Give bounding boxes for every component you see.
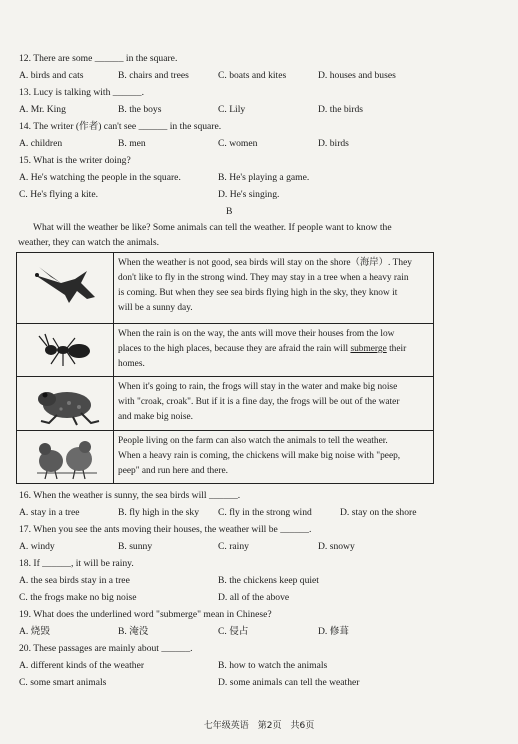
question-12: 12. There are some ______ in the square. xyxy=(19,53,178,64)
q13-option-d: D. the birds xyxy=(318,104,364,115)
q19-option-c: C. 侵占 xyxy=(218,626,249,637)
question-18: 18. If ______, it will be rainy. xyxy=(19,558,134,569)
question-14: 14. The writer (作者) can't see ______ in the square. xyxy=(19,121,222,132)
row1-line: When the weather is not good, sea birds will stay on the shore（海岸）. They xyxy=(118,258,412,268)
row3-line: with "croak, croak". But if it is a fine day, the frogs will be out of the water xyxy=(118,397,400,407)
row-text xyxy=(118,256,430,316)
q16-option-a: A. stay in a tree xyxy=(19,507,80,518)
table-row xyxy=(17,253,433,324)
image-cell xyxy=(17,253,114,323)
row-text xyxy=(118,380,430,425)
q19-option-d: D. 修葺 xyxy=(318,626,349,637)
q19-option-a: A. 烧毁 xyxy=(19,626,50,637)
q20-option-c: C. some smart animals xyxy=(19,677,107,688)
q15-option-a: A. He's watching the people in the square. xyxy=(19,172,181,183)
question-15: 15. What is the writer doing? xyxy=(19,155,131,166)
row3-line: When it's going to rain, the frogs will stay in the water and make big noise xyxy=(118,382,398,392)
q18-option-d: D. all of the above xyxy=(218,592,290,603)
frog-icon xyxy=(17,377,113,430)
q15-option-b: B. He's playing a game. xyxy=(218,172,310,183)
image-cell xyxy=(17,377,114,430)
row3-line: and make big noise. xyxy=(118,412,193,422)
q18-option-a: A. the sea birds stay in a tree xyxy=(19,575,130,586)
q14-option-c: C. women xyxy=(218,138,258,149)
q18-option-c: C. the frogs make no big noise xyxy=(19,592,137,603)
q17-option-a: A. windy xyxy=(19,541,55,552)
q15-option-c: C. He's flying a kite. xyxy=(19,189,98,200)
q20-option-a: A. different kinds of the weather xyxy=(19,660,145,671)
row4-line: When a heavy rain is coming, the chickens will make big noise with "peep, xyxy=(118,451,401,461)
q15-option-d: D. He's singing. xyxy=(218,189,280,200)
row4-line: peep" and run here and there. xyxy=(118,466,229,476)
page-footer: 七年级英语 第2页 共6页 xyxy=(203,721,315,731)
animals-table xyxy=(16,252,434,484)
row2-line xyxy=(118,342,430,357)
q12-option-d: D. houses and buses xyxy=(318,70,396,81)
question-19: 19. What does the underlined word "submerge" mean in Chinese? xyxy=(19,609,272,620)
table-row xyxy=(17,431,433,484)
q20-option-b: B. how to watch the animals xyxy=(218,660,328,671)
table-row xyxy=(17,324,433,377)
row2-line: homes. xyxy=(118,359,145,369)
q16-option-b: B. fly high in the sky xyxy=(118,507,200,518)
q16-option-c: C. fly in the strong wind xyxy=(218,507,312,518)
question-20: 20. These passages are mainly about ______. xyxy=(19,643,193,654)
q13-option-a: A. Mr. King xyxy=(19,104,66,115)
question-17: 17. When you see the ants moving their houses, the weather will be ______. xyxy=(19,524,312,535)
q14-option-a: A. children xyxy=(19,138,63,149)
table-row xyxy=(17,377,433,431)
ant-icon xyxy=(17,324,113,376)
q12-option-a: A. birds and cats xyxy=(19,70,84,81)
row1-line: is coming. But when they see sea birds flying high in the sky, they know it xyxy=(118,288,398,298)
row2-text: their xyxy=(386,344,407,354)
row-text xyxy=(118,327,430,372)
row2-line: When the rain is on the way, the ants will move their houses from the low xyxy=(118,329,395,339)
q20-option-d: D. some animals can tell the weather xyxy=(218,677,360,688)
question-13: 13. Lucy is talking with ______. xyxy=(19,87,144,98)
q18-option-b: B. the chickens keep quiet xyxy=(218,575,319,586)
row4-line: People living on the farm can also watch the animals to tell the weather. xyxy=(118,436,388,446)
q14-option-d: D. birds xyxy=(318,138,349,149)
section-b-heading: B xyxy=(226,206,233,217)
q17-option-c: C. rainy xyxy=(218,541,249,552)
row1-line: will be a sunny day. xyxy=(118,303,193,313)
q13-option-c: C. Lily xyxy=(218,104,246,115)
row2-text: places to the high places, because they are afraid the rain will xyxy=(118,344,351,354)
q17-option-b: B. sunny xyxy=(118,541,153,552)
row-text xyxy=(118,434,430,479)
q14-option-b: B. men xyxy=(118,138,146,149)
chickens-icon xyxy=(17,431,113,483)
q12-option-c: C. boats and kites xyxy=(218,70,287,81)
seabird-icon xyxy=(17,253,113,323)
q16-option-d: D. stay on the shore xyxy=(340,507,417,518)
intro-line-1: What will the weather be like? Some animals can tell the weather. If people want to know the xyxy=(33,222,392,233)
q19-option-b: B. 淹没 xyxy=(118,626,149,637)
row1-line: don't like to fly in the strong wind. They may stay in a tree when a heavy rain xyxy=(118,273,409,283)
image-cell xyxy=(17,324,114,376)
question-16: 16. When the weather is sunny, the sea birds will ______. xyxy=(19,490,241,501)
image-cell xyxy=(17,431,114,484)
q17-option-d: D. snowy xyxy=(318,541,355,552)
intro-line-2: weather, they can watch the animals. xyxy=(18,237,160,248)
q12-option-b: B. chairs and trees xyxy=(118,70,189,81)
underlined-word: submerge xyxy=(350,344,387,354)
q13-option-b: B. the boys xyxy=(118,104,162,115)
